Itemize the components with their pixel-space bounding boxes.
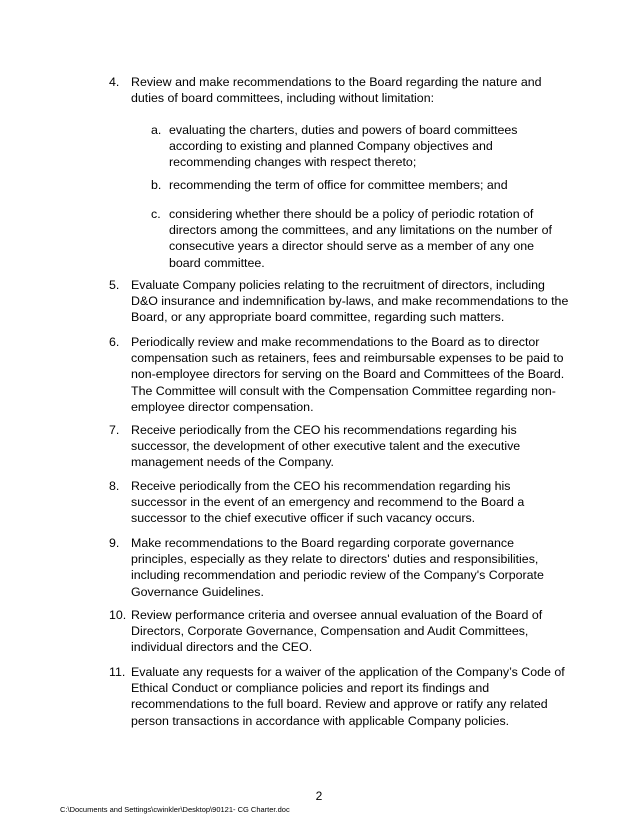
list-item-number: 11.: [109, 665, 126, 679]
sub-item-text: recommending the term of office for committee members; and: [169, 178, 508, 192]
list-item-9: [109, 535, 569, 600]
list-item-11: [109, 664, 569, 729]
list-item-number: 4.: [109, 75, 120, 89]
list-item-text: Make recommendations to the Board regarding corporate governance principles, especially as they relate to directors' duties and responsibilities, including recommendation and periodic review of the Company's Corporate Governance Guidelines.: [131, 536, 544, 599]
list-item-text: Receive periodically from the CEO his recommendation regarding his successor in the event of an emergency and recommend to the Board a successor to the chief executive officer if such vacancy occurs.: [131, 479, 525, 526]
sub-item-c: [151, 206, 561, 271]
list-item-text: Periodically review and make recommendations to the Board as to director compensation such as retainers, fees and reimbursable expenses to be paid to non-employee directors for serving on the Board and Committees of the Board. The Committee will consult with the Compensation Committee regarding non-employee director compensation.: [131, 335, 565, 414]
sub-item-letter: b.: [151, 178, 162, 192]
footer-file-path: C:\Documents and Settings\cwinkler\Desktop\90121- CG Charter.doc: [60, 805, 290, 814]
list-item-text: Receive periodically from the CEO his recommendations regarding his successor, the development of other executive talent and the executive management needs of the Company.: [131, 423, 521, 470]
page-number: 2: [315, 789, 323, 803]
list-item-4: [109, 74, 569, 106]
list-item-text: Review and make recommendations to the Board regarding the nature and duties of board committees, including without limitation:: [131, 75, 542, 106]
list-item-text: Evaluate Company policies relating to the recruitment of directors, including D&O insurance and indemnification by-laws, and make recommendations to the Board, or any appropriate board committee, regarding such matters.: [131, 278, 569, 325]
list-item-number: 6.: [109, 335, 120, 349]
list-item-10: [109, 607, 569, 656]
sub-item-letter: c.: [151, 207, 161, 221]
list-item-number: 7.: [109, 423, 120, 437]
list-item-7: [109, 422, 569, 471]
list-item-6: [109, 334, 569, 415]
list-item-text: Evaluate any requests for a waiver of the application of the Company’s Code of Ethical Conduct or compliance policies and report its findings and recommendations to the full board. Review and approve or ratify any related person transactions in accordance with applicable Company policies.: [131, 665, 565, 728]
list-item-number: 10.: [109, 608, 127, 622]
list-item-8: [109, 478, 569, 527]
sub-item-text: evaluating the charters, duties and powers of board committees according to existing and planned Company objectives and recommending changes with respect thereto;: [169, 123, 518, 170]
list-item-5: [109, 277, 569, 326]
sub-item-text: considering whether there should be a policy of periodic rotation of directors among the committees, and any limitations on the number of consecutive years a director should serve as a member of any one board committee.: [169, 207, 552, 270]
list-item-text: Review performance criteria and oversee annual evaluation of the Board of Directors, Corporate Governance, Compensation and Audit Committees, individual directors and the CEO.: [131, 608, 543, 655]
sub-item-a: [151, 122, 561, 171]
sub-item-letter: a.: [151, 123, 162, 137]
list-item-number: 8.: [109, 479, 120, 493]
sub-item-b: [151, 177, 561, 193]
list-item-number: 9.: [109, 536, 120, 550]
list-item-number: 5.: [109, 278, 120, 292]
